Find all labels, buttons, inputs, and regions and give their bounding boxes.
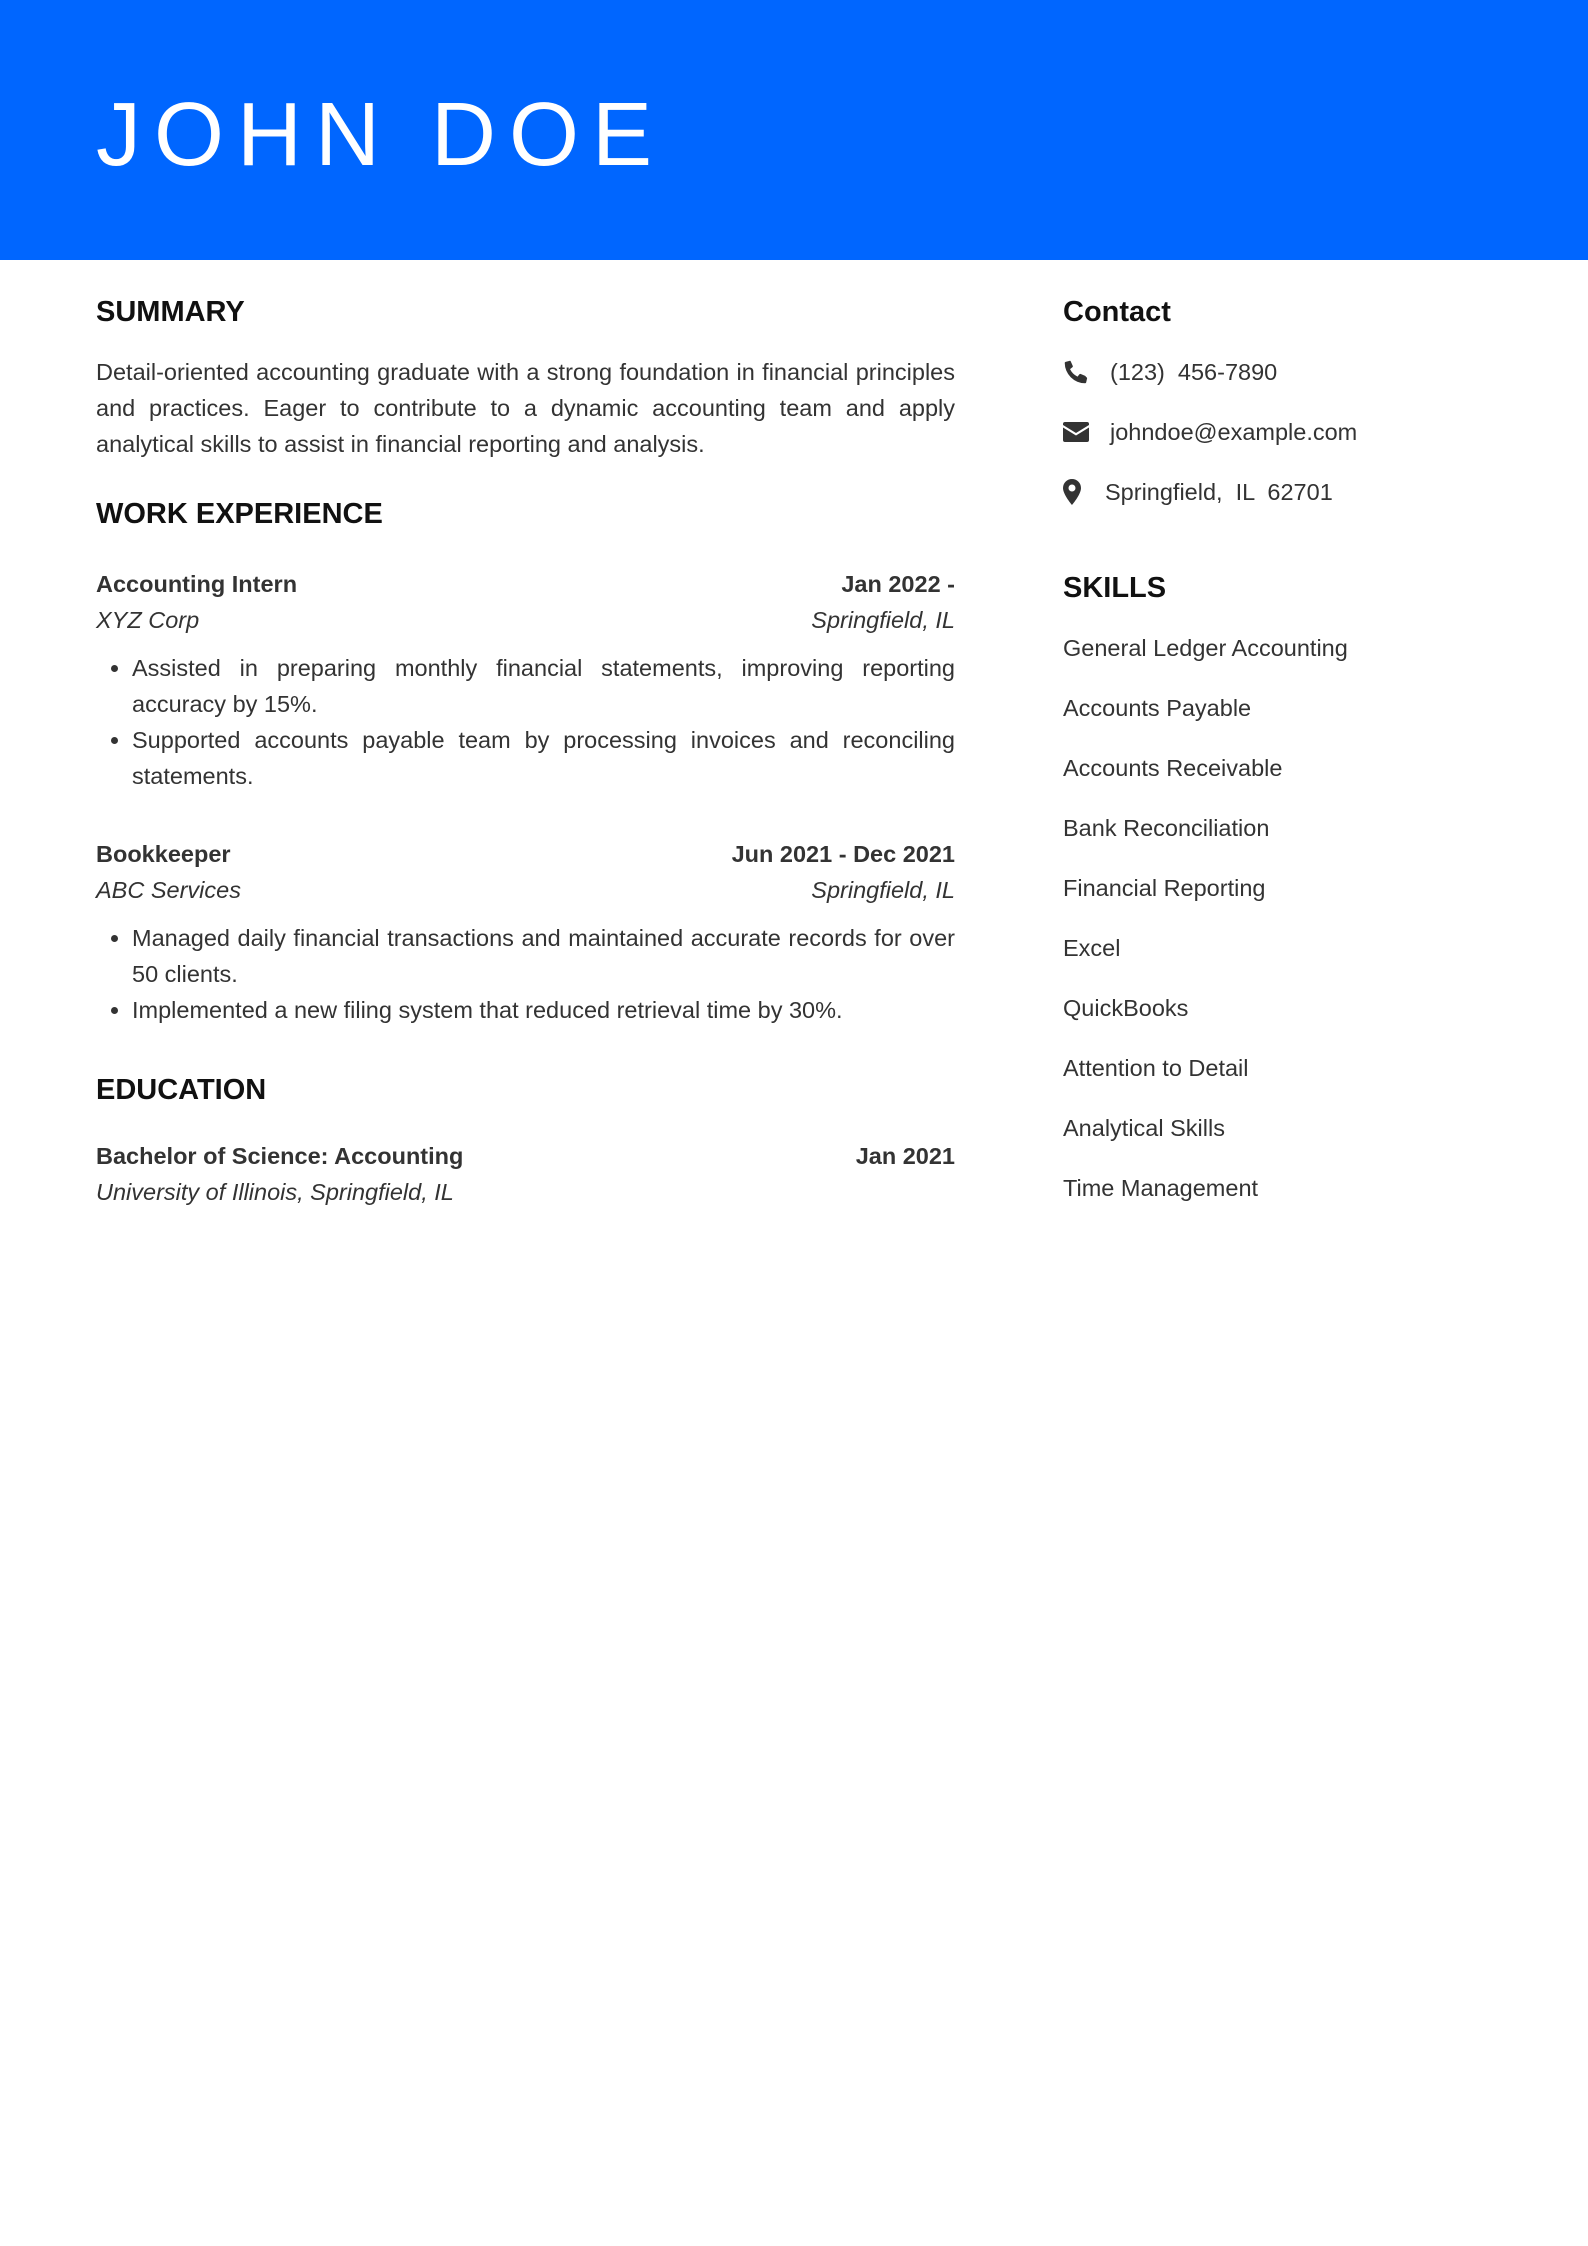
contact-heading: Contact (1063, 296, 1171, 328)
candidate-name: JOHN DOE (96, 85, 666, 185)
job-title-row (96, 836, 955, 872)
skill-item: Bank Reconciliation (1063, 815, 1270, 841)
job-bullets (96, 920, 955, 1028)
main-column (96, 292, 955, 1210)
job-company-row (96, 602, 955, 638)
job-entry (96, 836, 955, 1028)
skill-item: QuickBooks (1063, 995, 1189, 1021)
job-bullet: • Implemented a new filing system that reduced retrieval time by 30%. (132, 992, 955, 1028)
job-dates: Jun 2021 - Dec 2021 (731, 841, 955, 867)
contact-address-text: Springfield, IL 62701 (1105, 478, 1333, 505)
education-section (96, 1070, 955, 1210)
skill-item: Financial Reporting (1063, 875, 1266, 901)
skill-item: Excel (1063, 935, 1121, 961)
contact-email (1063, 414, 1503, 450)
job-bullet: • Assisted in preparing monthly financial statements, improving reporting accuracy by 15%. (132, 650, 955, 722)
contact-email-text: johndoe@example.com (1110, 418, 1358, 445)
skill-item: Attention to Detail (1063, 1055, 1249, 1081)
job-bullets (96, 650, 955, 794)
education-date: Jan 2021 (855, 1143, 955, 1169)
job-company: XYZ Corp (96, 607, 200, 633)
education-entry (96, 1138, 955, 1210)
summary-section (96, 292, 955, 462)
work-experience-heading: WORK EXPERIENCE (96, 498, 383, 530)
job-dates: Jan 2022 - (841, 571, 955, 597)
job-bullet: • Managed daily financial transactions and maintained accurate records for over 50 clients. (132, 920, 955, 992)
job-location: Springfield, IL (811, 607, 955, 633)
job-title: Bookkeeper (96, 841, 231, 867)
skills-section (1063, 568, 1503, 1206)
map-pin-icon (1063, 478, 1087, 506)
skill-item: Time Management (1063, 1175, 1259, 1201)
education-heading: EDUCATION (96, 1074, 267, 1106)
header-banner (0, 0, 1588, 260)
summary-text: Detail-oriented accounting graduate with a strong foundation in financial principles and practices. Eager to contribute to a dynamic accounting team and apply analytical skills to assist in financial reporting and analysis. (96, 359, 955, 457)
work-experience-section (96, 494, 955, 1028)
envelope-icon (1063, 418, 1093, 446)
education-school: University of Illinois, Springfield, IL (96, 1179, 454, 1205)
job-company: ABC Services (96, 877, 241, 903)
education-degree-row (96, 1138, 955, 1174)
contact-address (1063, 474, 1503, 510)
job-bullet: • Supported accounts payable team by processing invoices and reconciling statements. (132, 722, 955, 794)
summary-heading: SUMMARY (96, 296, 245, 328)
skill-item: Accounts Payable (1063, 695, 1252, 721)
skill-item: Accounts Receivable (1063, 755, 1283, 781)
job-entry (96, 566, 955, 794)
skills-heading: SKILLS (1063, 572, 1167, 604)
skill-item: Analytical Skills (1063, 1115, 1225, 1141)
education-school-row (96, 1174, 955, 1210)
job-title-row (96, 566, 955, 602)
job-title: Accounting Intern (96, 571, 298, 597)
job-company-row (96, 872, 955, 908)
education-degree: Bachelor of Science: Accounting (96, 1143, 464, 1169)
contact-phone-text: (123) 456-7890 (1110, 358, 1278, 385)
contact-phone (1063, 354, 1503, 390)
sidebar-column (1063, 292, 1503, 1206)
job-location: Springfield, IL (811, 877, 955, 903)
skill-item: General Ledger Accounting (1063, 635, 1348, 661)
contact-section (1063, 292, 1503, 510)
phone-icon (1063, 358, 1093, 386)
